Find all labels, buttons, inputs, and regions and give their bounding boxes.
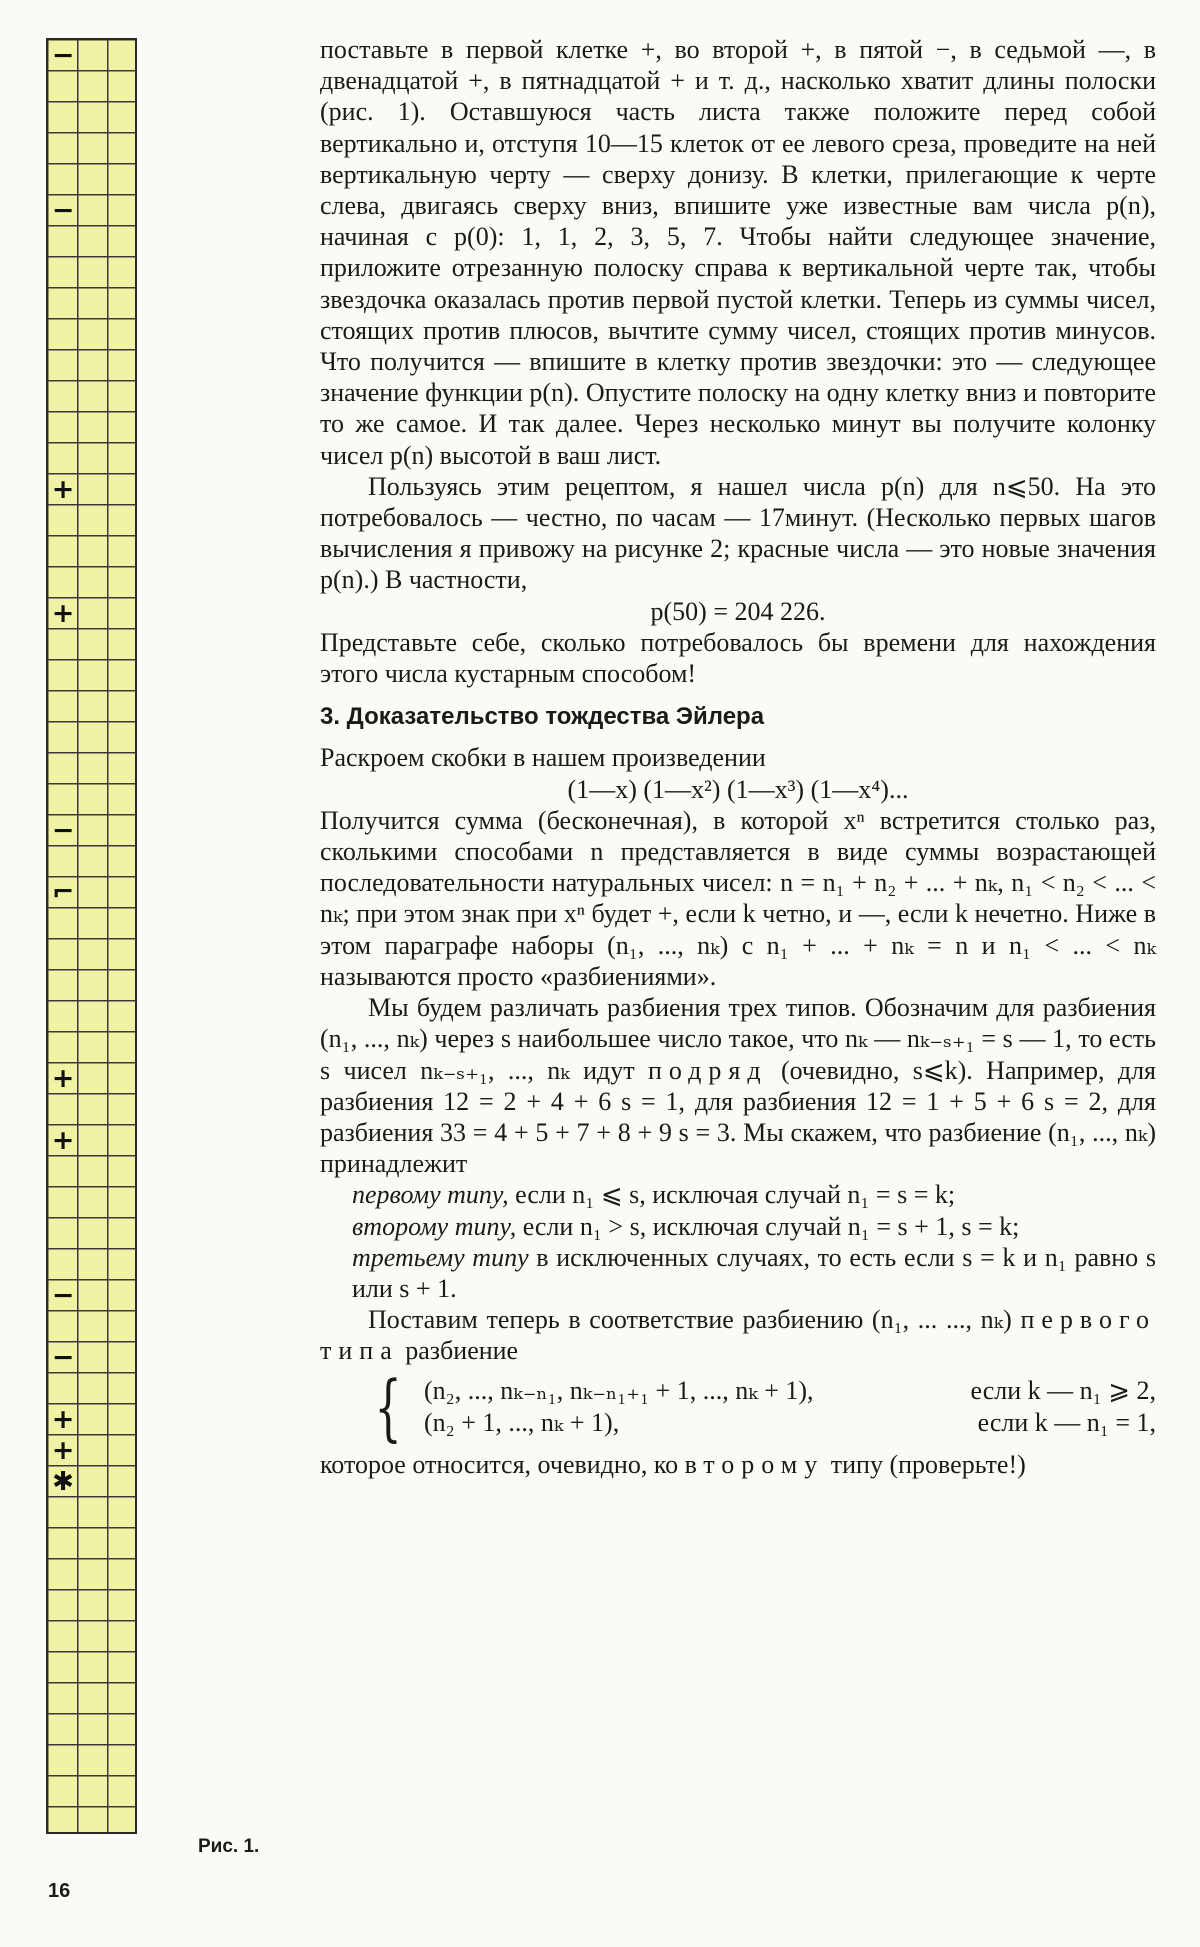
figure-strip [46, 38, 137, 1834]
correspondence-text-b: разбиение [405, 1336, 519, 1366]
strip-plus-mark: + [51, 474, 75, 505]
case-type-2-label: второму типу, [352, 1211, 517, 1241]
piecewise-row-1 [424, 1375, 1156, 1406]
text-column [320, 34, 1156, 1480]
formula-product: (1—x) (1—x²) (1—x³) (1—x⁴)... [567, 774, 909, 804]
strip-minus-mark: − [51, 40, 75, 71]
strip-minus-mark: − [51, 1280, 75, 1311]
paragraph-correspondence [320, 1304, 1156, 1366]
strip-minus-mark: − [51, 195, 75, 226]
spaced-word-second: второму [684, 1449, 825, 1479]
paragraph-instructions: поставьте в первой клетке +, во второй +, в пятой −, в седьмой —, в двенадцатой +, в пятнадцатой + и т. д., насколько хватит длины полоски (рис. 1). Оставшуюся часть листа также положите перед собой вертикально и, отступя 10—15 клеток от ее левого среза, проведите на ней вертикальную черту — сверху донизу. В клетки, прилегающие к черте слева, двигаясь сверху вниз, впишите уже известные вам числа p(n), начиная с p(0): 1, 1, 2, 3, 5, 7. Чтобы найти следующее значение, приложите отрезанную полоску справа к вертикальной черте так, чтобы звездочка оказалась против первой пустой клетки. Теперь из суммы чисел, стоящих против плюсов, вычтите сумму чисел, стоящих против минусов. Что получится — впишите в клетку против звездочки: это — следующее значение функции p(n). Опустите полоску на одну клетку вниз и повторите то же самое. И так далее. Через несколько минут вы получите колонку чисел p(n) высотой в ваш лист. [320, 35, 1156, 470]
case-type-1-label: первому типу, [352, 1180, 509, 1210]
conclusion-text-b: типу (проверьте!) [830, 1449, 1026, 1479]
strip-minus-mark: ⌐ [51, 877, 75, 908]
strip-plus-mark: + [51, 1404, 75, 1435]
piecewise-row-2 [424, 1407, 1156, 1438]
strip-minus-mark: − [51, 1342, 75, 1373]
case-type-2 [320, 1211, 1156, 1242]
piecewise-row-2-cond: если k — n₁ = 1, [977, 1407, 1156, 1437]
strip-plus-mark: + [51, 1435, 75, 1466]
piecewise-row-1-expr: (n₂, ..., nₖ₋ₙ₁, nₖ₋ₙ₁₊₁ + 1, ..., nₖ + 1), [424, 1376, 814, 1406]
case-type-3-label: третьему типу [352, 1242, 529, 1272]
strip-minus-mark: − [51, 815, 75, 846]
case-type-3 [320, 1242, 1156, 1304]
figure-caption: Рис. 1. [198, 1836, 260, 1857]
case-type-1 [320, 1179, 1156, 1210]
strip-plus-mark: + [51, 1063, 75, 1094]
case-type-2-text: если n₁ > s, исключая случай n₁ = s + 1, s = k; [522, 1211, 1020, 1241]
paragraph-expand: Раскроем скобки в нашем произведении [320, 743, 766, 773]
case-type-1-text: если n₁ ⩽ s, исключая случай n₁ = s = k; [515, 1180, 956, 1210]
piecewise-row-1-cond: если k — n₁ ⩾ 2, [970, 1376, 1156, 1406]
strip-plus-mark: + [51, 1125, 75, 1156]
formula-p50: p(50) = 204 226. [650, 596, 826, 626]
section-heading: 3. Доказательство тождества Эйлера [320, 703, 765, 731]
paragraph-sum: Получится сумма (бесконечная), в которой xⁿ встретится столько раз, сколькими способами n представляется в виде суммы возрастающей последовательности натуральных чисел: n = n₁ + n₂ + ... + nₖ, n₁ < n₂ < ... < nₖ; при этом знак при xⁿ будет +, если k четно, и —, если k нечетно. Ниже в этом параграфе наборы (n₁, ..., nₖ) с n₁ + ... + nₖ = n и n₁ < ... < nₖ называются просто «разбиениями». [320, 805, 1156, 991]
strip-plus-mark: + [51, 598, 75, 629]
piecewise-formula [320, 1364, 1156, 1449]
page-number: 16 [48, 1880, 71, 1902]
conclusion-text-a: которое относится, очевидно, ко [320, 1449, 679, 1479]
spaced-words-first-type: первого типа [320, 1305, 1157, 1366]
strip-star-mark: ✱ [52, 1466, 74, 1497]
partition-types-text-b: (очевидно, s⩽k). Например, для разбиения 12 = 2 + 4 + 6 s = 1, для разбиения 12 = 1 + 5 + 6 s = 2, для разбиения 33 = 4 + 5 + 7 + 8 + 9 s = 3. Мы скажем, что разбиение (n₁, ..., nₖ) принадлежит [320, 1055, 1157, 1179]
spaced-word-podryad: подряд [647, 1055, 768, 1085]
case-type-3-text: в исключенных случаях, то есть если s = k и n₁ равно s или s + 1. [352, 1242, 1156, 1303]
partition-types-text-a: Мы будем различать разбиения трех типов. Обозначим для разбиения (n₁, ..., nₖ) через s наибольшее число такое, что nₖ — nₖ₋ₛ₊₁ = s — 1, то есть s чисел nₖ₋ₛ₊₁, ..., nₖ идут [320, 993, 1156, 1085]
left-brace-icon: { [374, 1364, 402, 1449]
paragraph-partition-types [320, 992, 1156, 1179]
piecewise-row-2-expr: (n₂ + 1, ..., nₖ + 1), [424, 1407, 620, 1437]
correspondence-text-a: Поставим теперь в соответствие разбиению (n₁, ... ..., nₖ) [368, 1305, 1012, 1335]
paragraph-conclusion [320, 1449, 1156, 1480]
paragraph-recipe-result: Пользуясь этим рецептом, я нашел числа p(n) для n⩽50. На это потребовалось — честно, по часам — 17минут. (Несколько первых шагов вычисления я привожу на рисунке 2; красные числа — это новые значения p(n).) В частности, [320, 471, 1156, 595]
paragraph-manual-time: Представьте себе, сколько потребовалось бы времени для нахождения этого числа кустарным способом! [320, 627, 1156, 689]
